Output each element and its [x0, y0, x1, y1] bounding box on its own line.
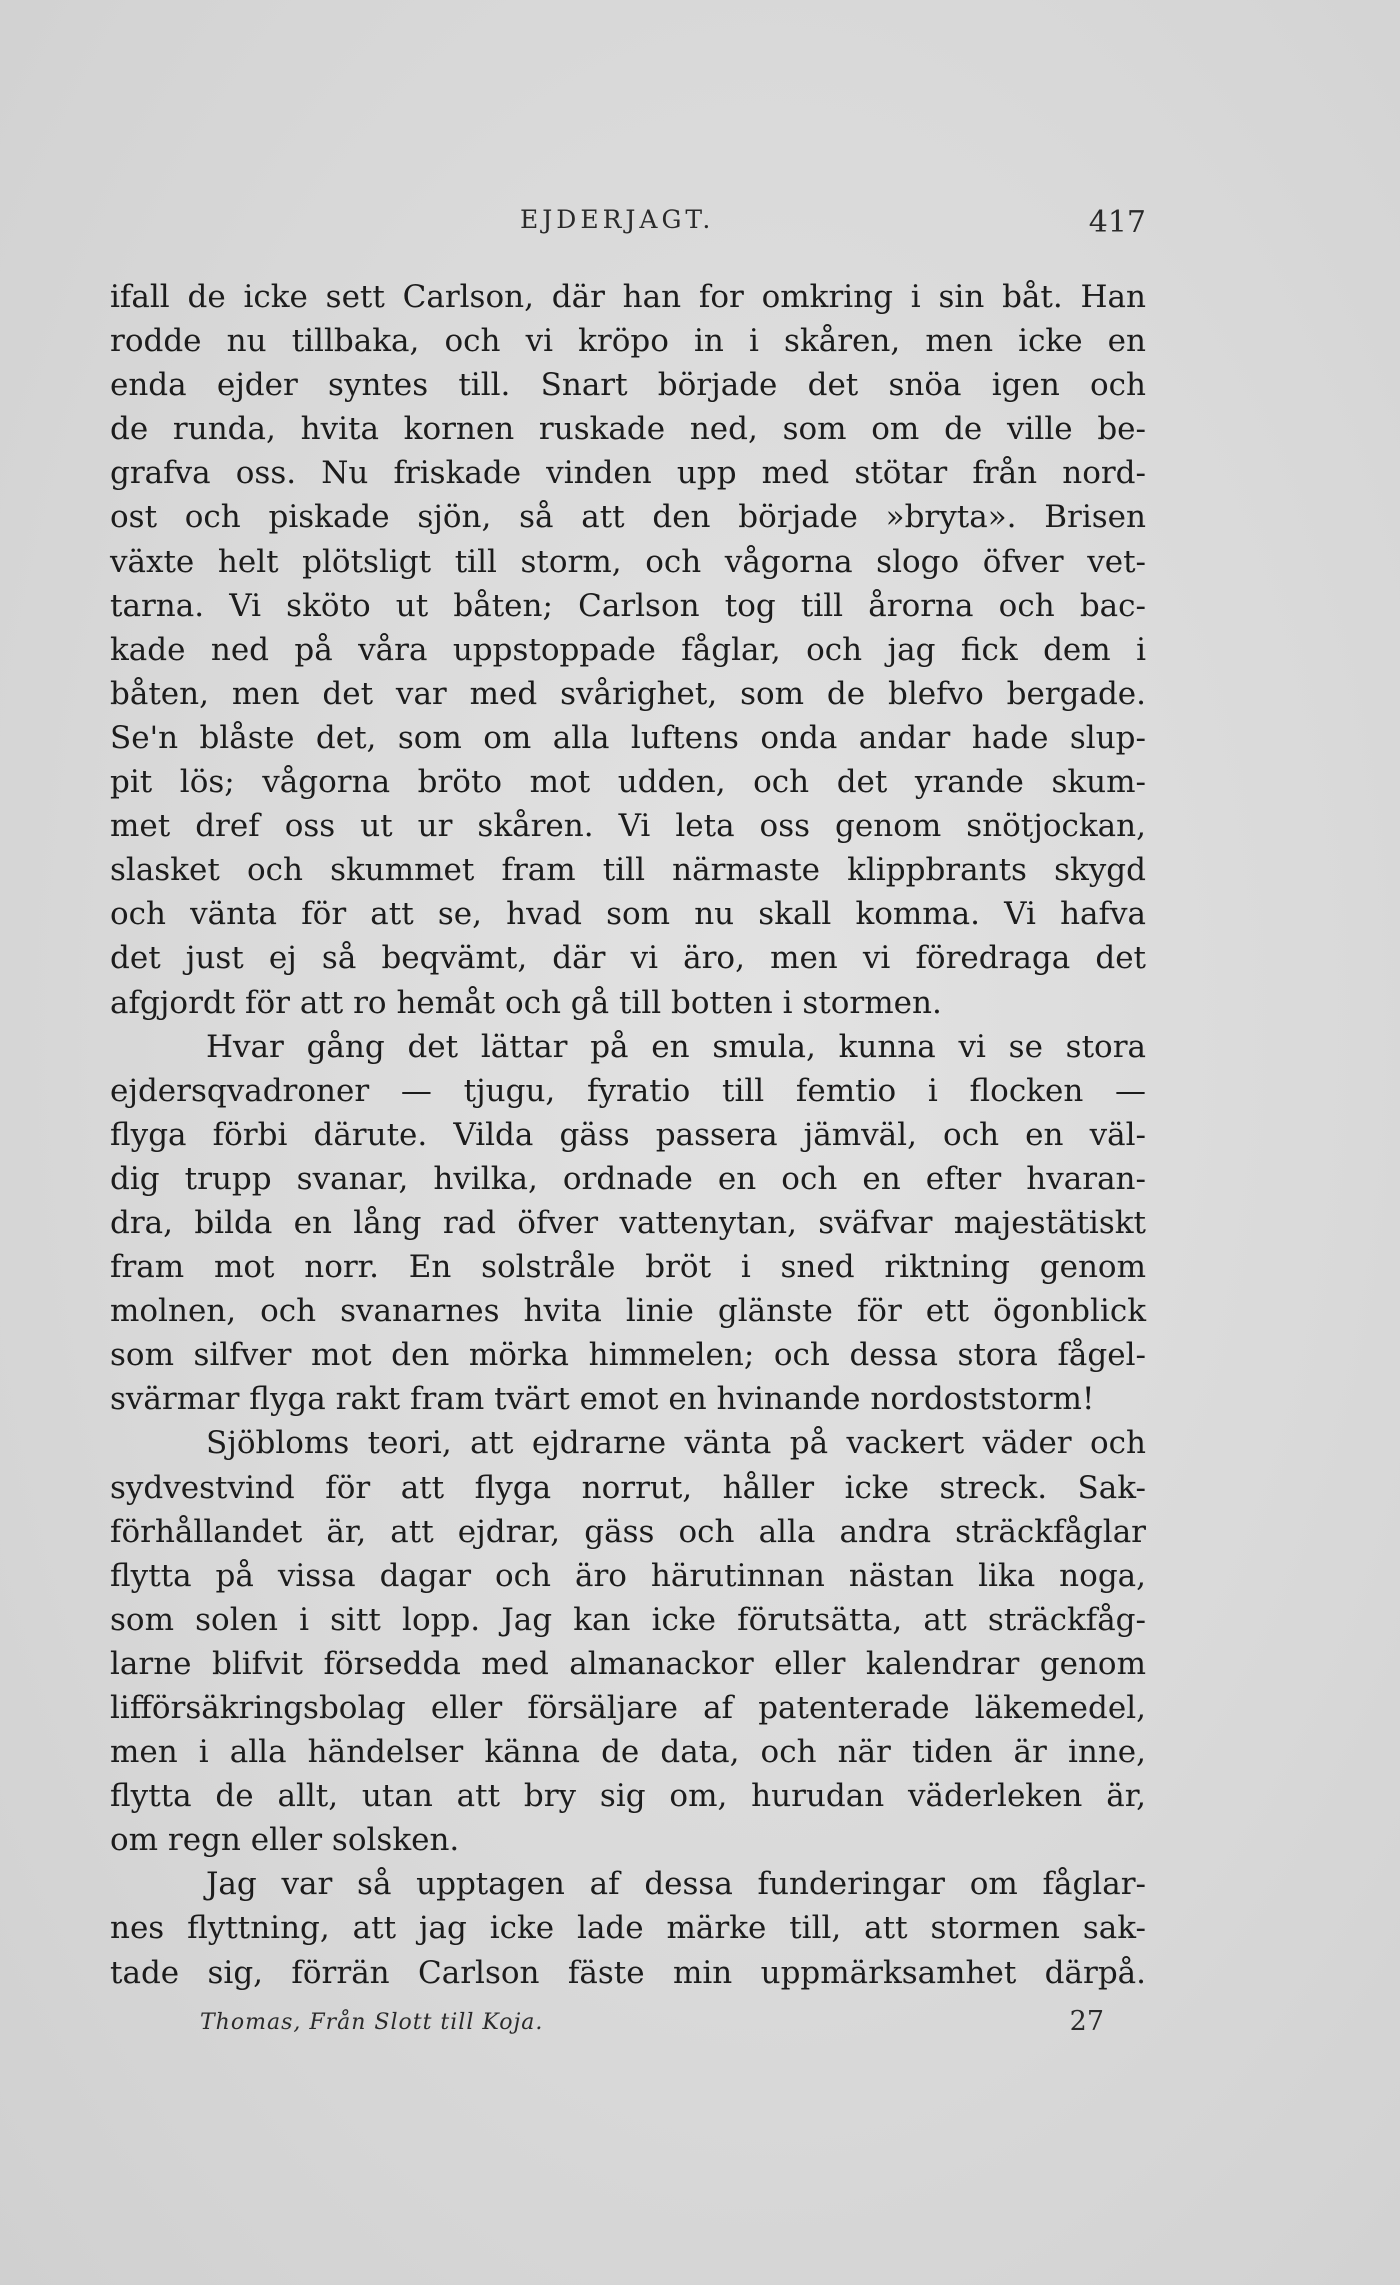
body-text — [110, 275, 1146, 1995]
text-line: sydvestvind för att flyga norrut, håller icke streck. Sak- — [110, 1469, 1146, 1506]
text-line: ost och piskade sjön, så att den började »bryta». Brisen — [110, 499, 1146, 536]
text-line: som silfver mot den mörka himmelen; och dessa stora fågel- — [110, 1337, 1146, 1374]
text-line: slasket och skummet fram till närmaste klippbrants skygd — [110, 852, 1146, 889]
text-line: flytta de allt, utan att bry sig om, hurudan väderleken är, — [110, 1778, 1146, 1815]
text-line: svärmar flyga rakt fram tvärt emot en hvinande nordoststorm! — [110, 1381, 1095, 1418]
text-line: kade ned på våra uppstoppade fåglar, och jag fick dem i — [110, 631, 1146, 668]
text-line: flytta på vissa dagar och äro härutinnan nästan lika noga, — [110, 1557, 1146, 1594]
text-line: de runda, hvita kornen ruskade ned, som om de ville be- — [110, 411, 1146, 448]
text-line: och vänta för att se, hvad som nu skall komma. Vi hafva — [110, 896, 1146, 933]
text-line: det just ej så beqvämt, där vi äro, men vi föredraga det — [110, 940, 1146, 977]
text-line: larne blifvit försedda med almanackor eller kalendrar genom — [110, 1645, 1146, 1682]
text-line: rodde nu tillbaka, och vi kröpo in i skåren, men icke en — [110, 323, 1146, 360]
text-line: ifall de icke sett Carlson, där han for omkring i sin båt. Han — [110, 279, 1146, 315]
text-line: om regn eller solsken. — [110, 1822, 460, 1859]
text-line: dig trupp svanar, hvilka, ordnade en och en efter hvaran- — [110, 1160, 1146, 1197]
text-line: lifförsäkringsbolag eller försäljare af patenterade läkemedel, — [110, 1690, 1146, 1726]
running-title: EJDERJAGT. — [520, 205, 715, 234]
text-line: båten, men det var med svårighet, som de blefvo bergade. — [110, 675, 1146, 712]
page-footer — [110, 2006, 1146, 2050]
text-line: Se'n blåste det, som om alla luftens onda andar hade slup- — [110, 719, 1146, 756]
text-line: Sjöbloms teori, att ejdrarne vänta på vackert väder och — [206, 1425, 1146, 1462]
text-line: Jag var så upptagen af dessa funderingar om fåglar- — [206, 1866, 1146, 1903]
text-line: tarna. Vi sköto ut båten; Carlson tog till årorna och bac- — [110, 587, 1146, 624]
footer-credit: Thomas, Från Slott till Koja. — [200, 2010, 544, 2035]
text-line: flyga förbi därute. Vilda gäss passera jämväl, och en väl- — [110, 1116, 1146, 1153]
text-line: afgjordt för att ro hemåt och gå till botten i stormen. — [110, 984, 942, 1021]
text-line: pit lös; vågorna bröto mot udden, och det yrande skum- — [110, 764, 1146, 801]
text-line: men i alla händelser känna de data, och när tiden är inne, — [110, 1734, 1146, 1771]
text-line: grafva oss. Nu friskade vinden upp med stötar från nord- — [110, 455, 1146, 492]
text-line: dra, bilda en lång rad öfver vattenytan, sväfvar majestätiskt — [110, 1204, 1146, 1241]
text-line: Hvar gång det lättar på en smula, kunna vi se stora — [206, 1028, 1146, 1065]
running-head — [110, 205, 1146, 245]
text-line: växte helt plötsligt till storm, och vågorna slogo öfver vet- — [110, 543, 1146, 580]
text-line: enda ejder syntes till. Snart började det snöa igen och — [110, 367, 1146, 404]
text-line: met dref oss ut ur skåren. Vi leta oss genom snötjockan, — [110, 808, 1146, 845]
text-line: molnen, och svanarnes hvita linie glänste för ett ögonblick — [110, 1293, 1146, 1330]
page-number: 417 — [1088, 205, 1146, 240]
text-line: förhållandet är, att ejdrar, gäss och alla andra sträckfåglar — [110, 1513, 1146, 1550]
text-line: som solen i sitt lopp. Jag kan icke förutsätta, att sträckfåg- — [110, 1601, 1146, 1638]
text-line: tade sig, förrän Carlson fäste min uppmärksamhet därpå. — [110, 1954, 1146, 1991]
signature-mark: 27 — [1069, 2006, 1104, 2037]
text-line: ejdersqvadroner — tjugu, fyratio till femtio i flocken — — [110, 1072, 1146, 1109]
text-line: fram mot norr. En solstråle bröt i sned riktning genom — [110, 1249, 1146, 1286]
text-line: nes flyttning, att jag icke lade märke till, att stormen sak- — [110, 1910, 1146, 1947]
